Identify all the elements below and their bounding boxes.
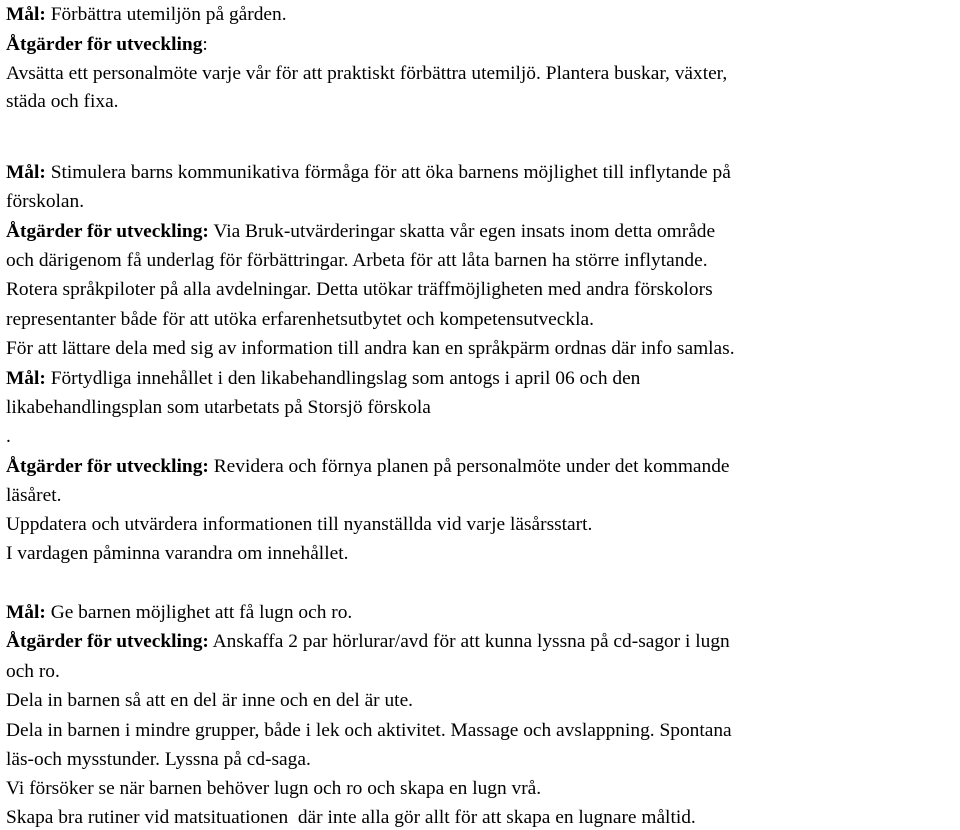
paragraph-line: städa och fixa. [6,91,119,112]
goal-text: Ge barnen möjlighet att få lugn och ro. [45,602,353,623]
actions-label: Åtgärder för utveckling [6,34,203,55]
paragraph-line: Skapa bra rutiner vid matsituationen där inte alla gör allt för att skapa en lugnare måltid. [6,807,696,828]
actions-line [6,632,730,651]
goal-line [6,5,287,24]
actions-line [6,222,715,241]
paragraph-line: I vardagen påminna varandra om innehållet. [6,543,349,564]
actions-text: Anskaffa 2 par hörlurar/avd för att kunna lyssna på cd-sagor i lugn [208,631,730,652]
goal-line [6,369,640,388]
paragraph-line: Rotera språkpiloter på alla avdelningar. Detta utökar träffmöjligheten med andra förskolors [6,279,713,300]
paragraph-line: och ro. [6,661,60,682]
paragraph-line: likabehandlingsplan som utarbetats på Storsjö förskola [6,397,431,418]
goal-label: Mål: [6,4,46,25]
paragraph-line: Dela in barnen i mindre grupper, både i lek och aktivitet. Massage och avslappning. Spontana [6,720,732,741]
goal-text: Stimulera barns kommunikativa förmåga för att öka barnens möjlighet till inflytande på [45,162,731,183]
goal-label: Mål: [6,162,46,183]
actions-label: Åtgärder för utveckling: [6,631,209,652]
actions-line [6,35,208,54]
paragraph-line: och därigenom få underlag för förbättringar. Arbeta för att låta barnen ha större inflytande. [6,250,708,271]
actions-label: Åtgärder för utveckling: [6,221,209,242]
paragraph-line: För att lättare dela med sig av information till andra kan en språkpärm ordnas där info samlas. [6,338,735,359]
actions-text: Via Bruk-utvärderingar skatta vår egen insats inom detta område [208,221,716,242]
actions-label: Åtgärder för utveckling: [6,456,209,477]
actions-line [6,457,730,476]
actions-text: Revidera och förnya planen på personalmöte under det kommande [208,456,730,477]
goal-text: Förbättra utemiljön på gården. [45,4,287,25]
paragraph-line: . [6,426,11,447]
paragraph-line: läs-och mysstunder. Lyssna på cd-saga. [6,749,311,770]
paragraph-line: Dela in barnen så att en del är inne och en del är ute. [6,690,414,711]
goal-line [6,603,352,622]
goal-label: Mål: [6,368,46,389]
goal-label: Mål: [6,602,46,623]
paragraph-line: Uppdatera och utvärdera informationen till nyanställda vid varje läsårsstart. [6,514,593,535]
paragraph-line: förskolan. [6,191,85,212]
goal-text: Förtydliga innehållet i den likabehandlingslag som antogs i april 06 och den [45,368,641,389]
actions-text: : [202,34,208,55]
paragraph-line: representanter både för att utöka erfarenhetsutbytet och kompetensutveckla. [6,309,594,330]
goal-line [6,163,731,182]
paragraph-line: läsåret. [6,485,62,506]
paragraph-line: Avsätta ett personalmöte varje vår för att praktiskt förbättra utemiljö. Plantera buskar, växter, [6,63,728,84]
paragraph-line: Vi försöker se när barnen behöver lugn och ro och skapa en lugn vrå. [6,778,542,799]
